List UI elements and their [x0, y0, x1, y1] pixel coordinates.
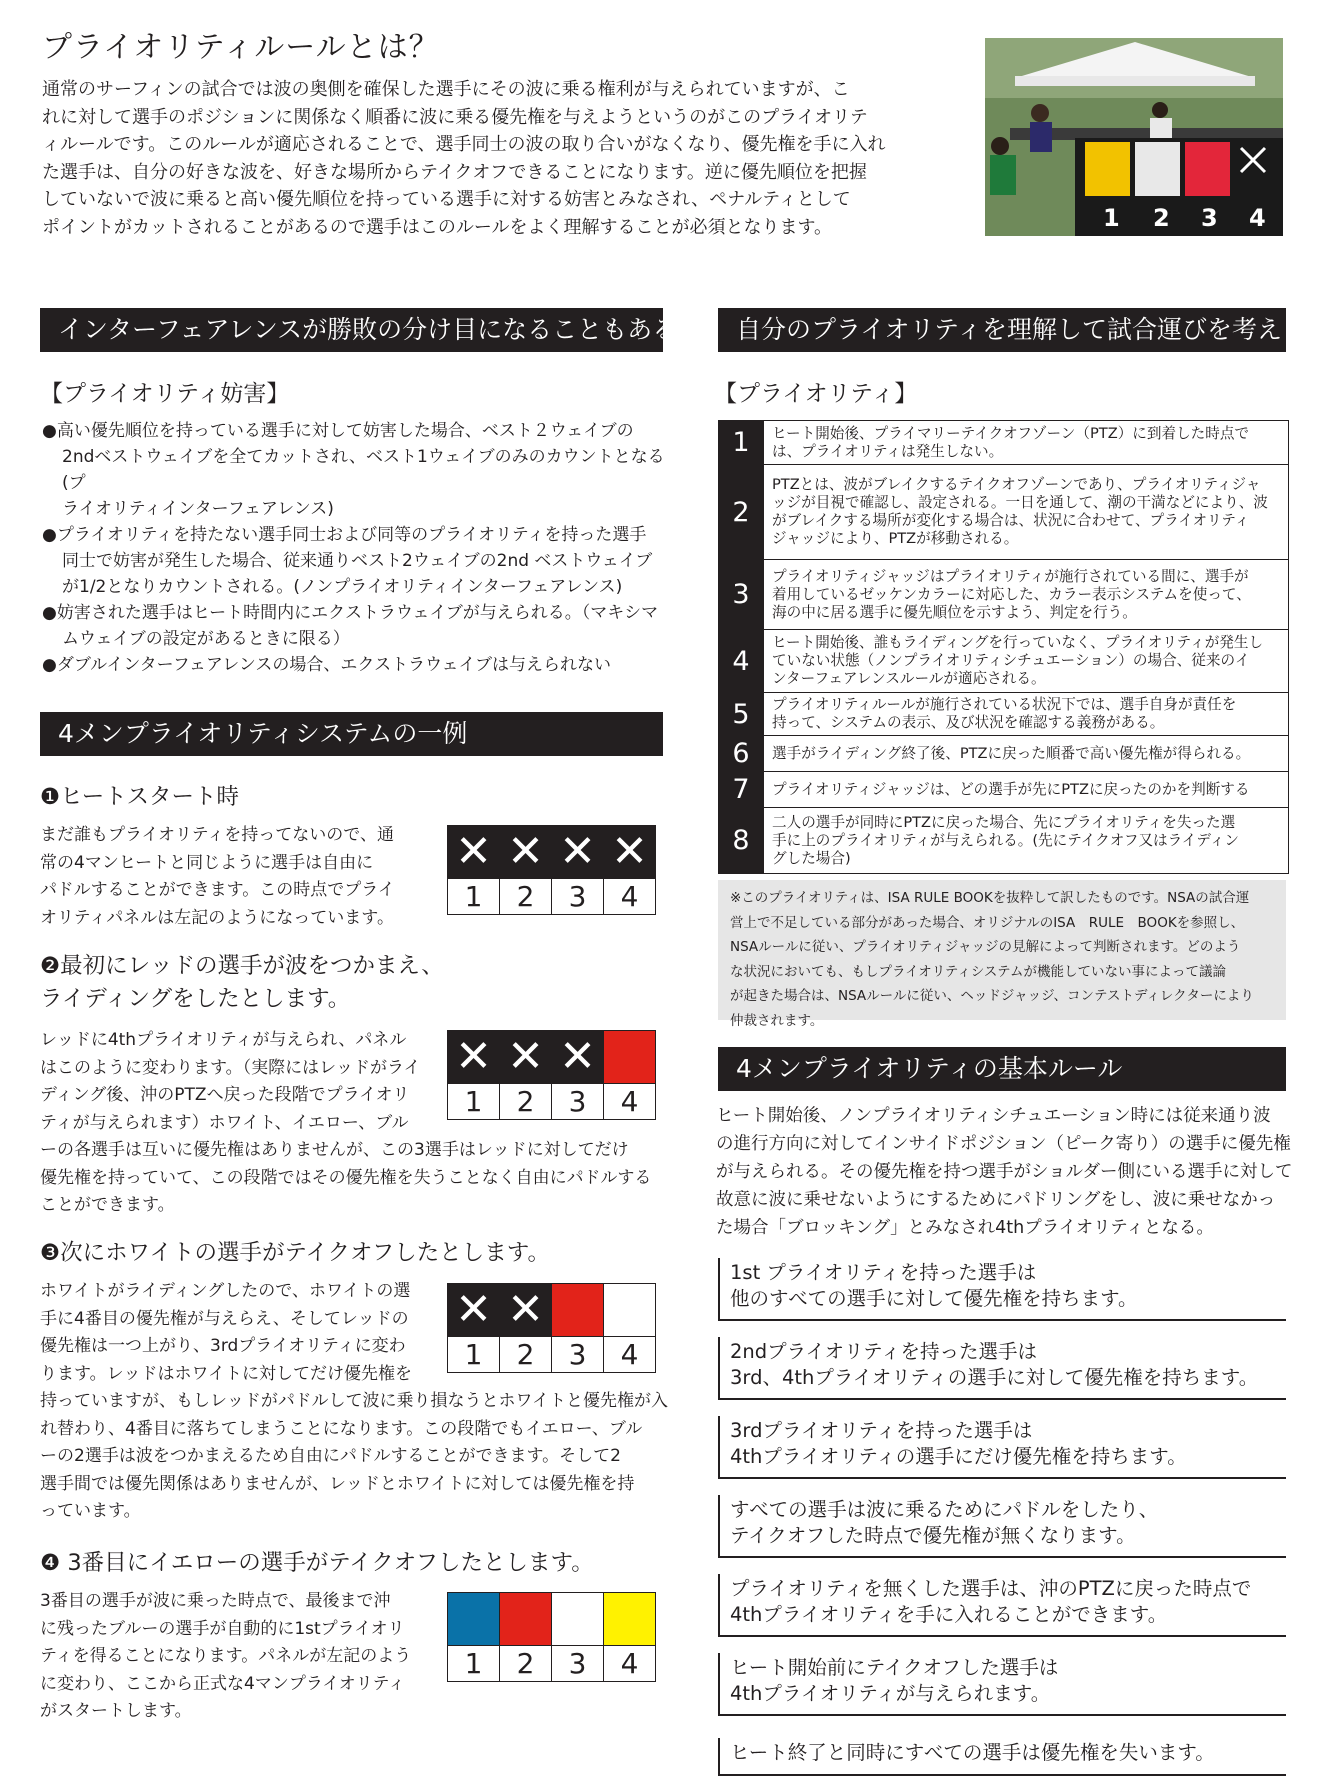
rule-text: PTZとは、波がブレイクするテイクオフゾーンであり、プライオリティジャ ッジが目視で確認し、設定される。一日を通して、潮の干満などにより、波 がブレイクする場所が変化する場合は、状況に合わせて、プライオリティ ジャッジにより、PTZが移動される。	[764, 465, 1289, 560]
bullet-item: ● 高い優先順位を持っている選手に対して妨害した場合、ベスト２ウェイブの 2ndベストウェイブを全てカットされ、ベスト1ウェイブのみのカウントとなる(プ ライオリティインターフェアレンス)	[42, 418, 682, 522]
panel-number: 1	[448, 879, 500, 915]
panel-number: 1	[448, 1084, 500, 1120]
table-row	[719, 560, 1289, 630]
rule-text: ヒート開始後、プライマリーテイクオフゾーン（PTZ）に到着した時点で は、プライオリティは発生しない。	[764, 421, 1289, 465]
panel-number: 4	[604, 1084, 656, 1120]
table-row	[719, 630, 1289, 693]
rule-text: プライオリティジャッジはプライオリティが施行されている間に、選手が 着用しているゼッケンカラーに対応した、カラー表示システムを使って、 海の中に居る選手に優先順位を示すよう、判定を行う。	[764, 560, 1289, 630]
table-row	[719, 465, 1289, 560]
rule-text: プライオリティジャッジは、どの選手が先にPTZに戻ったのかを判断する	[764, 772, 1289, 808]
panel-number: 2	[500, 1646, 552, 1682]
section-bar-basic-rules: 4メンプライオリティの基本ルール	[718, 1047, 1286, 1091]
rule-early-takeoff: ヒート開始前にテイクオフした選手は 4thプライオリティが与えられます。	[718, 1653, 1286, 1716]
table-row	[719, 808, 1289, 874]
panel-number: 4	[604, 1646, 656, 1682]
rule-lose-priority: すべての選手は波に乗るためにパドルをしたり、 テイクオフした時点で優先権が無くなります。	[718, 1495, 1286, 1558]
panel-cell-red	[552, 1284, 604, 1337]
step-3-heading: ❸次にホワイトの選手がテイクオフしたとします。	[40, 1240, 550, 1266]
panel-cell-white	[552, 1593, 604, 1646]
rule-number: 4	[719, 630, 764, 693]
table-row	[719, 736, 1289, 772]
panel-cell-white	[604, 1284, 656, 1337]
step-2-text: レッドに4thプライオリティが与えられ、パネル はこのように変わります。（実際にはレッドがライ ディング後、沖のPTZへ戻った段階でプライオリ ティが与えられます）ホワイト、イエロー、ブル ーの各選手は互いに優先権はありませんが、この3選手はレッドに対してだけ 優先権を持っていて、この段階ではその優先権を失うことなく自由にパドルする ことができます。	[40, 1030, 652, 1215]
table-row	[719, 772, 1289, 808]
panel-cell: ✕	[552, 1031, 604, 1084]
table-row	[719, 421, 1289, 465]
rule-heat-end: ヒート終了と同時にすべての選手は優先権を失います。	[718, 1738, 1286, 1776]
rule-number: 6	[719, 736, 764, 772]
page-title: プライオリティルールとは？	[42, 30, 440, 65]
intro-paragraph: 通常のサーフィンの試合では波の奥側を確保した選手にその波に乗る権利が与えられていますが、こ れに対して選手のポジションに関係なく順番に波に乗る優先権を与えようというのがこのプライオリテ ィルールです。このルールが適応されることで、選手同士の波の取り合いがなくなり、優先権を手に入れ た選手は、自分の好きな波を、好きな場所からテイクオフできることになります。逆に優先順位を把握 していないで波に乗ると高い優先順位を持っている選手に対する妨害とみなされ、ペナルティとして ポイントがカットされることがあるので選手はこのルールをよく理解することが必須となります。	[42, 79, 886, 238]
step-2-heading: ❷最初にレッドの選手が波をつかまえ、 ライディングをしたとします。	[40, 953, 444, 1012]
rule-number: 7	[719, 772, 764, 808]
bullet-item: ● プライオリティを持たない選手同士および同等のプライオリティを持った選手 同士で妨害が発生した場合、従来通りベスト2ウェイブの2nd ベストウェイブ が1/2となりカウントされる。(ノンプライオリティインターフェアレンス)	[42, 522, 682, 600]
photo-panel-2	[1135, 142, 1180, 196]
rule-3rd-priority: 3rdプライオリティを持った選手は 4thプライオリティの選手にだけ優先権を持ちます。	[718, 1416, 1286, 1479]
panel-cell: ✕	[552, 826, 604, 879]
panel-number: 2	[500, 1337, 552, 1373]
panel-number: 3	[552, 1337, 604, 1373]
rule-number: 1	[719, 421, 764, 465]
rule-text: ヒート開始後、誰もライディングを行っていなく、プライオリティが発生し ていない状態（ノンプライオリティシチュエーション）の場合、従来のイ ンターフェアレンスルールが適応される。	[764, 630, 1289, 693]
panel-number: 3	[552, 1084, 604, 1120]
step-4-heading: ❹ 3番目にイエローの選手がテイクオフしたとします。	[40, 1550, 594, 1576]
section-bar-understand-priority: 自分のプライオリティを理解して試合運びを考える	[718, 308, 1286, 352]
table-row	[719, 693, 1289, 736]
rule-text: 二人の選手が同時にPTZに戻った場合、先にプライオリティを失った選 手に上のプライオリティが与えられる。(先にテイクオフ又はライディン グした場合)	[764, 808, 1289, 874]
subhead-priority: 【プライオリティ】	[714, 381, 918, 407]
panel-number: 1	[448, 1337, 500, 1373]
panel-cell: ✕	[500, 1284, 552, 1337]
panel-number: 4	[604, 879, 656, 915]
step-1-heading: ❶ヒートスタート時	[40, 784, 240, 810]
panel-number: 2	[500, 1084, 552, 1120]
photo-panel-3	[1185, 142, 1230, 196]
step-4-text: 3番目の選手が波に乗った時点で、最後まで沖 に残ったブルーの選手が自動的に1stプライオリ ティを得ることになります。パネルが左記のよう に変わり、ここから正式な4マンプライオリティ がスタートします。	[40, 1591, 412, 1721]
subhead-priority-interference: 【プライオリティ妨害】	[40, 381, 290, 407]
panel-cell-blue	[448, 1593, 500, 1646]
priority-rules-table	[718, 420, 1289, 874]
panel-cell-red	[500, 1593, 552, 1646]
basic-rules-text: ヒート開始後、ノンプライオリティシチュエーション時には従来通り波 の進行方向に対してインサイドポジション（ピーク寄り）の選手に優先権 が与えられる。その優先権を持つ選手がショルダー側にいる選手に対して 故意に波に乗せないようにするためにパドリングをし、波に乗せなかっ た場合「ブロッキング」とみなされ4thプライオリティとなる。	[716, 1106, 1293, 1238]
rule-regain-priority: プライオリティを無くした選手は、沖のPTZに戻った時点で 4thプライオリティを手に入れることができます。	[718, 1574, 1286, 1637]
rule-number: 3	[719, 560, 764, 630]
panel-number: 1	[448, 1646, 500, 1682]
photo-panel-1	[1085, 142, 1130, 196]
rule-1st-priority: 1st プライオリティを持った選手は 他のすべての選手に対して優先権を持ちます。	[718, 1258, 1286, 1321]
rule-text: 選手がライディング終了後、PTZに戻った順番で高い優先権が得られる。	[764, 736, 1289, 772]
panel-cell: ✕	[448, 826, 500, 879]
bullet-item: ● 妨害された選手はヒート時間内にエクストラウェイブが与えられる。（マキシマ ムウェイブの設定があるときに限る）	[42, 600, 682, 652]
priority-panel-4	[447, 1592, 656, 1682]
photo-number-3: 3	[1201, 204, 1218, 232]
priority-panel-3	[447, 1283, 656, 1373]
photo-illustration	[985, 38, 1283, 236]
panel-cell: ✕	[500, 826, 552, 879]
rule-text: プライオリティルールが施行されている状況下では、選手自身が責任を 持って、システムの表示、及び状況を確認する義務がある。	[764, 693, 1289, 736]
panel-cell-yellow	[604, 1593, 656, 1646]
panel-cell: ✕	[604, 826, 656, 879]
panel-cell: ✕	[448, 1284, 500, 1337]
panel-number: 3	[552, 879, 604, 915]
panel-number: 2	[500, 879, 552, 915]
section-bar-4man-example: 4メンプライオリティシステムの一例	[40, 712, 663, 756]
panel-cell: ✕	[500, 1031, 552, 1084]
priority-board-photo	[985, 38, 1283, 236]
rule-2nd-priority: 2ndプライオリティを持った選手は 3rd、4thプライオリティの選手に対して優先権を持ちます。	[718, 1337, 1286, 1400]
rule-number: 8	[719, 808, 764, 874]
rule-number: 5	[719, 693, 764, 736]
panel-number: 4	[604, 1337, 656, 1373]
step-1-text: まだ誰もプライオリティを持ってないので、通 常の4マンヒートと同じように選手は自由に パドルすることができます。この時点でプライ オリティパネルは左記のようになっています。	[40, 825, 395, 928]
photo-number-2: 2	[1153, 204, 1170, 232]
panel-cell-red	[604, 1031, 656, 1084]
bullet-item: ● ダブルインターフェアレンスの場合、エクストラウェイブは与えられない	[42, 652, 682, 678]
priority-panel-1	[447, 825, 656, 915]
interference-bullets	[42, 418, 682, 678]
photo-number-1: 1	[1103, 204, 1120, 232]
step-3-text: ホワイトがライディングしたので、ホワイトの選 手に4番目の優先権が与えらえ、そしてレッドの 優先権は一つ上がり、3rdプライオリティに変わ ります。レッドはホワイトに対してだけ優先権を 持っていますが、もしレッドがパドルして波に乗り損なうとホワイトと優先権が入 れ替わり、4番目に落ちてしまうことになります。この段階でもイエロー、ブル ーの2選手は波をつかまえるため自由にパドルすることができます。そして2 選手間では優先関係はありませんが、レッドとホワイトに対しては優先権を持 っています。	[40, 1281, 668, 1521]
section-bar-interference: インターフェアレンスが勝敗の分け目になることもある	[40, 308, 663, 352]
rule-number: 2	[719, 465, 764, 560]
panel-number: 3	[552, 1646, 604, 1682]
photo-number-4: 4	[1249, 204, 1266, 232]
isa-rulebook-note: ※このプライオリティは、ISA RULE BOOKを抜粋して訳したものです。NSAの試合運 営上で不足している部分があった場合、オリジナルのISA RULE BOOKを参照し、 NSAルールに従い、プライオリティジャッジの見解によって判断されます。どのよう な状況においても、もしプライオリティシステムが機能していない事によって議論 が起きた場合は、NSAルールに従い、ヘッドジャッジ、コンテストディレクターにより 仲裁されます。	[718, 880, 1286, 1020]
priority-panel-2	[447, 1030, 656, 1120]
panel-cell: ✕	[448, 1031, 500, 1084]
